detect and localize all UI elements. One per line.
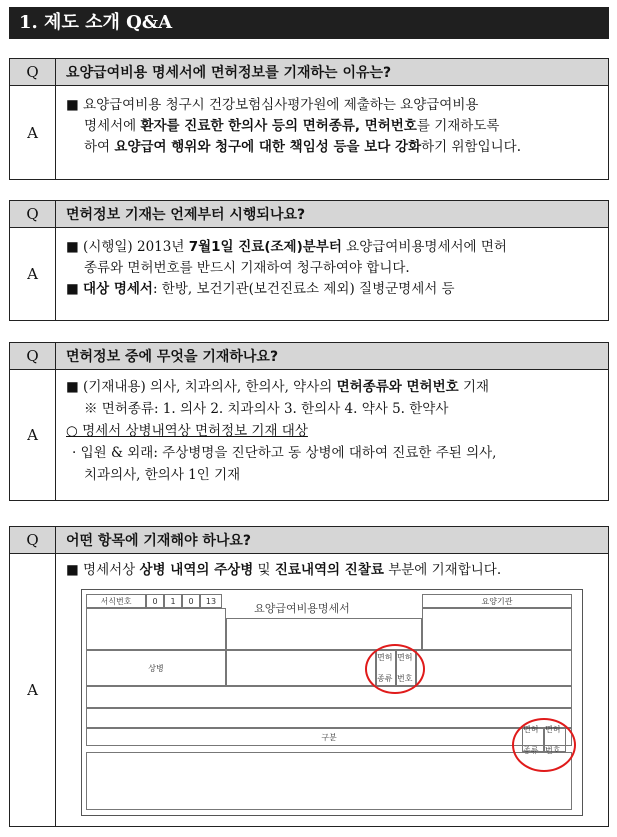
answer-emphasis: 면허종류와 면허번호	[336, 379, 459, 395]
answer-text: 를 기재하도록	[416, 118, 500, 134]
form-cell: 요양기관	[422, 594, 572, 608]
form-cell	[86, 752, 572, 810]
form-cell: 0	[182, 594, 200, 608]
answer-subheading: ○ 명세서 상병내역상 면허정보 기재 대상	[66, 423, 308, 439]
form-cell	[86, 686, 572, 708]
answer-label: A	[10, 554, 56, 826]
page-title: 1. 제도 소개 Q&A	[9, 7, 609, 39]
answer-note: ※ 면허종류: 1. 의사 2. 치과의사 3. 한의사 4. 약사 5. 한약사	[84, 401, 449, 417]
answer-text: 하여	[84, 139, 115, 155]
answer-emphasis: 환자를 진료한 한의사 등의 면허종류, 면허번호	[140, 118, 417, 134]
form-cell	[226, 650, 376, 686]
form-title: 요양급여비용명세서	[254, 601, 350, 615]
form-cell-license-type: 면허종류	[522, 728, 544, 752]
answer-emphasis: 요양급여 행위와 청구에 대한 책임성 등을 보다 강화	[114, 139, 422, 155]
claim-form-image	[81, 589, 583, 816]
highlight-circle	[365, 644, 425, 694]
answer-text: 및	[253, 562, 275, 578]
answer-label: A	[10, 228, 56, 320]
answer-text: 요양급여비용명세서에 면허	[341, 239, 507, 255]
question-text: 면허정보 중에 무엇을 기재하나요?	[66, 349, 279, 365]
answer-emphasis: 대상 명세서	[83, 281, 153, 297]
answer-text: 종류와 면허번호를 반드시 기재하여 청구하여야 합니다.	[84, 260, 410, 276]
qa-block-3	[9, 342, 609, 501]
answer-text: 명세서에	[84, 118, 141, 134]
form-cell: 13	[200, 594, 222, 608]
form-cell: 1	[164, 594, 182, 608]
form-cell: 상병	[86, 650, 226, 686]
answer-body	[56, 370, 608, 500]
qa-block-2	[9, 200, 609, 321]
question-label: Q	[10, 59, 56, 85]
answer-text: ■ (기재내용) 의사, 치과의사, 한의사, 약사의	[66, 379, 337, 395]
answer-text: · 입원 & 외래: 주상병명을 진단하고 동 상병에 대하여 진료한 주된 의사,	[72, 445, 497, 461]
answer-text: 치과의사, 한의사 1인 기재	[84, 467, 241, 483]
highlight-circle	[512, 718, 576, 772]
answer-text: 부분에 기재합니다.	[383, 562, 502, 578]
answer-emphasis: 7월1일 진료(조제)분부터	[188, 239, 342, 255]
answer-text: 기재	[458, 379, 490, 395]
question-text: 어떤 항목에 기재해야 하나요?	[66, 533, 252, 549]
form-cell-license-number: 면허번호	[544, 728, 566, 752]
answer-line: ■ 요양급여비용 청구시 건강보험심사평가원에 제출하는 요양급여비용	[66, 97, 479, 113]
question-label: Q	[10, 527, 56, 553]
form-cell: 서식번호	[86, 594, 146, 608]
form-cell	[86, 608, 226, 650]
answer-text: ■	[66, 281, 84, 297]
qa-block-4	[9, 526, 609, 827]
answer-text: ■ (시행일) 2013년	[66, 239, 189, 255]
question-label: Q	[10, 201, 56, 227]
form-cell-license-type: 면허종류	[376, 650, 396, 686]
form-cell: 구분	[86, 728, 572, 746]
form-cell	[416, 650, 572, 686]
answer-body	[56, 228, 608, 320]
question-label: Q	[10, 343, 56, 369]
form-cell: 0	[146, 594, 164, 608]
answer-body	[56, 554, 608, 826]
question-text: 면허정보 기재는 언제부터 시행되나요?	[66, 207, 306, 223]
answer-emphasis: 진료내역의 진찰료	[274, 562, 384, 578]
question-text: 요양급여비용 명세서에 면허정보를 기재하는 이유는?	[66, 65, 392, 81]
answer-text: ■ 명세서상	[66, 562, 140, 578]
answer-text: 하기 위함입니다.	[421, 139, 522, 155]
answer-text: : 한방, 보건기관(보건진료소 제외) 질병군명세서 등	[152, 281, 455, 297]
answer-label: A	[10, 86, 56, 179]
form-cell-license-number: 면허번호	[396, 650, 416, 686]
answer-label: A	[10, 370, 56, 500]
answer-body	[56, 86, 608, 179]
answer-emphasis: 상병 내역의 주상병	[139, 562, 254, 578]
qa-block-1	[9, 58, 609, 180]
form-cell	[86, 708, 572, 728]
form-cell	[422, 608, 572, 650]
